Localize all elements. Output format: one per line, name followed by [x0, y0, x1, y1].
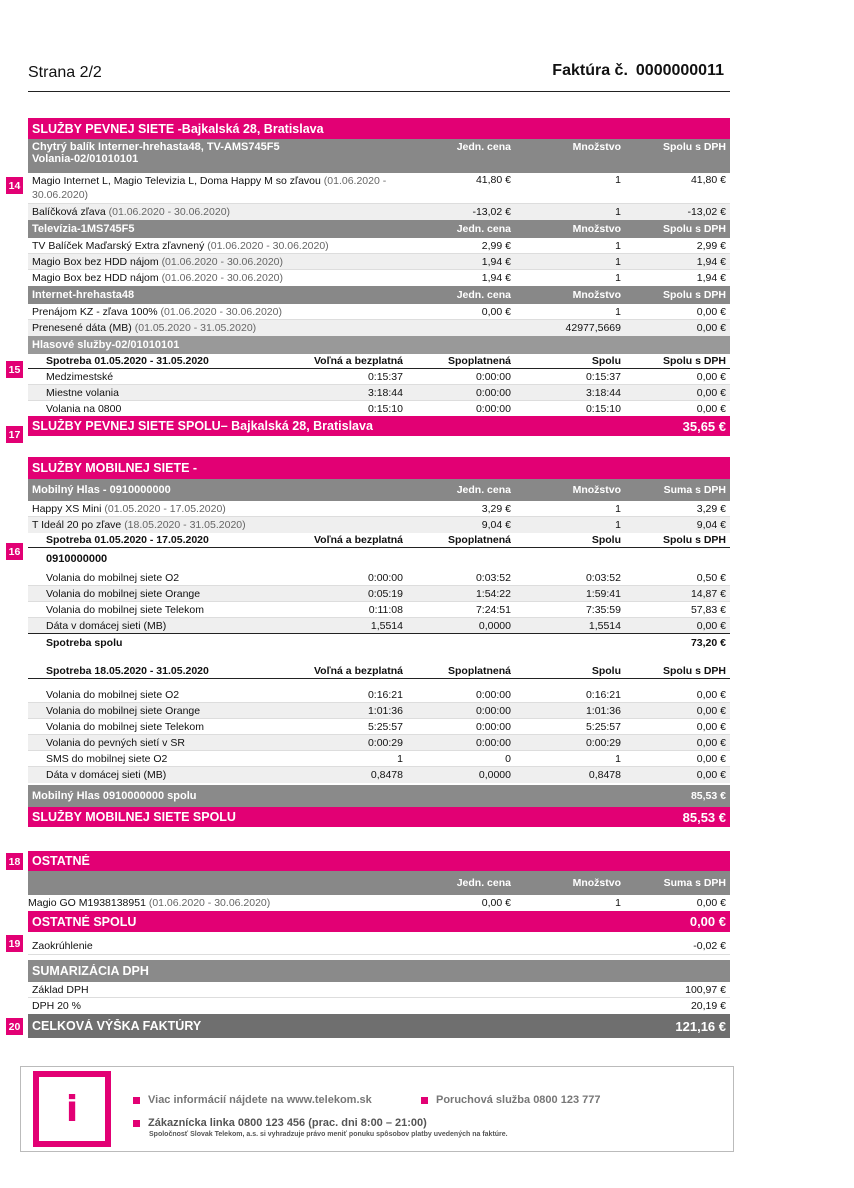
usage-paid: 0:00:00 — [475, 370, 511, 383]
col-unit-price: Jedn. cena — [456, 141, 511, 153]
usage-paid: 0:03:52 — [475, 571, 511, 584]
mobile-services-title-bar — [28, 457, 730, 479]
usage-total-label: Spotreba spolu — [46, 636, 123, 649]
col-total: Suma s DPH — [663, 877, 726, 889]
usage-sum: 7:35:59 — [585, 603, 621, 616]
item-name: T Ideál 20 po zľave (18.05.2020 - 31.05.2020) — [32, 519, 246, 531]
grand-total-value: 121,16 € — [675, 1018, 726, 1034]
fault-service-text: Poruchová služba 0800 123 777 — [436, 1094, 601, 1106]
item-unit-price: -13,02 € — [472, 206, 511, 218]
internet-header-label: Internet-hrehasta48 — [32, 289, 135, 301]
usage-total: 0,50 € — [696, 571, 726, 584]
fixed-services-total-bar — [28, 416, 730, 436]
usage-paid: 0:00:00 — [475, 386, 511, 399]
usage-name: Volania do mobilnej siete O2 — [46, 688, 180, 701]
vat-row — [28, 998, 730, 1014]
usage-free: 3:18:44 — [367, 386, 403, 399]
usage-free: 0:16:21 — [367, 688, 403, 701]
col-unit-price: Jedn. cena — [456, 223, 511, 235]
usage-free: 0:15:10 — [367, 402, 403, 415]
invoice-number: 0000000011 — [635, 62, 724, 79]
usage-sum: 1,5514 — [588, 619, 621, 632]
usage-free: 5:25:57 — [367, 720, 403, 733]
usage-row — [28, 767, 730, 783]
usage-name: Volania do mobilnej siete Orange — [46, 704, 201, 717]
usage-total: 0,00 € — [696, 370, 726, 383]
item-quantity: 1 — [615, 206, 621, 218]
item-name: Magio Internet L, Magio Televizia L, Doma Happy M so zľavou (01.06.2020 - 30.06.2020) — [32, 175, 387, 201]
vat-title: SUMARIZÁCIA DPH — [32, 964, 149, 978]
usage-free: 0:00:00 — [367, 571, 403, 584]
item-unit-price: 3,29 € — [481, 502, 511, 515]
item-quantity: 1 — [615, 897, 621, 909]
usage-total: 0,00 € — [696, 688, 726, 701]
usage-total: 0,00 € — [696, 402, 726, 415]
usage-name: Volania do mobilnej siete Orange — [46, 587, 201, 600]
usage-total: 0,00 € — [696, 752, 726, 765]
usage-sum: 0,8478 — [588, 769, 621, 781]
usage-name: SMS do mobilnej siete O2 — [46, 752, 168, 765]
footer-fault-line — [421, 1094, 600, 1106]
fixed-services-title: SLUŽBY PEVNEJ SIETE -Bajkalská 28, Bratislava — [32, 121, 324, 136]
col-paid: Spoplatnená — [447, 355, 511, 367]
item-unit-price: 1,94 € — [481, 272, 511, 284]
usage-total: 57,83 € — [690, 603, 726, 616]
tv-header — [28, 220, 730, 238]
item-name: TV Balíček Maďarský Extra zľavnený (01.06.2020 - 30.06.2020) — [32, 239, 329, 252]
col-paid: Spoplatnená — [447, 534, 511, 546]
mobile-services-total-value: 85,53 € — [682, 809, 726, 825]
usage-name: Volania do pevných sietí v SR — [46, 736, 185, 749]
usage-name: Volania na 0800 — [46, 402, 122, 415]
usage-name: Volania do mobilnej siete Telekom — [46, 720, 204, 733]
package-head-line1: Chytrý balík Interner-hrehasta48, TV-AMS745F5 — [32, 141, 280, 153]
section-badge-18: 18 — [6, 853, 23, 870]
usage-free: 1:01:36 — [367, 704, 403, 717]
usage-sum: 0:15:10 — [585, 402, 621, 415]
usage-row — [28, 703, 730, 719]
invoice-row — [28, 254, 730, 270]
usage-paid: 0:00:00 — [475, 720, 511, 733]
voice-header-label: Hlasové služby-02/01010101 — [32, 339, 180, 351]
col-total: Spolu s DPH — [662, 355, 726, 367]
mobile-services-title: SLUŽBY MOBILNEJ SIETE - — [32, 461, 198, 475]
section-badge-16: 16 — [6, 543, 23, 560]
usage-row — [28, 719, 730, 735]
col-total: Spolu s DPH — [662, 534, 726, 546]
other-title: OSTATNÉ — [32, 854, 90, 868]
vat-row — [28, 982, 730, 998]
item-unit-price: 9,04 € — [481, 519, 511, 531]
rounding-value: -0,02 € — [693, 939, 726, 952]
usage-header — [28, 354, 730, 369]
col-total: Spolu s DPH — [662, 223, 726, 235]
invoice-row — [28, 304, 730, 320]
usage-row — [28, 735, 730, 751]
usage-total-value: 73,20 € — [690, 636, 726, 649]
invoice-row — [28, 204, 730, 220]
usage-paid: 0:00:00 — [475, 736, 511, 749]
usage-total: 14,87 € — [690, 587, 726, 600]
usage-period: Spotreba 01.05.2020 - 17.05.2020 — [46, 534, 209, 546]
col-free: Voľná a bezplatná — [313, 665, 403, 677]
usage-sum: 1:59:41 — [585, 587, 621, 600]
item-quantity: 1 — [615, 239, 621, 252]
usage-paid: 7:24:51 — [475, 603, 511, 616]
item-name: Magio Box bez HDD nájom (01.06.2020 - 30.06.2020) — [32, 255, 283, 268]
bullet-icon — [133, 1120, 140, 1127]
fixed-services-total-value: 35,65 € — [682, 418, 726, 434]
usage-paid: 0,0000 — [478, 769, 511, 781]
col-total: Spolu s DPH — [662, 141, 726, 153]
usage-total: 0,00 € — [696, 720, 726, 733]
mobile-services-total-label: SLUŽBY MOBILNEJ SIETE SPOLU — [32, 810, 236, 824]
usage-paid: 0:00:00 — [475, 704, 511, 717]
usage-total: 0,00 € — [696, 769, 726, 781]
tv-header-label: Televízia-1MS745F5 — [32, 223, 135, 235]
more-info-link[interactable]: Viac informácií nájdete na www.telekom.sk — [148, 1094, 372, 1106]
usage-free: 0:15:37 — [367, 370, 403, 383]
usage-sum: 1 — [615, 752, 621, 765]
footer-note: Spoločnosť Slovak Telekom, a.s. si vyhradzuje právo meniť ponuku spôsobov platby uvedených na faktúre. — [149, 1131, 508, 1138]
col-quantity: Množstvo — [572, 289, 621, 301]
vat-label: Základ DPH — [32, 983, 89, 996]
usage-paid: 0,0000 — [478, 619, 511, 632]
item-total: 41,80 € — [690, 174, 726, 186]
other-total-value: 0,00 € — [689, 914, 726, 929]
item-quantity: 1 — [615, 305, 621, 318]
item-total: 0,00 € — [696, 322, 726, 334]
other-title-bar — [28, 851, 730, 871]
vat-value: 100,97 € — [685, 983, 726, 996]
fixed-services-section — [28, 118, 730, 436]
usage-name: Volania do mobilnej siete Telekom — [46, 603, 204, 616]
usage-header — [28, 664, 730, 679]
item-name: Magio Box bez HDD nájom (01.06.2020 - 30.06.2020) — [32, 272, 283, 284]
usage-sum: 0:16:21 — [585, 688, 621, 701]
bullet-icon — [133, 1097, 140, 1104]
info-icon — [33, 1071, 111, 1147]
usage-free: 0:11:08 — [368, 603, 403, 616]
section-badge-17: 17 — [6, 426, 23, 443]
item-name: Happy XS Mini (01.05.2020 - 17.05.2020) — [32, 502, 226, 515]
item-name: Prenesené dáta (MB) (01.05.2020 - 31.05.2020) — [32, 322, 257, 334]
usage-sum: 1:01:36 — [585, 704, 621, 717]
col-total: Spolu s DPH — [662, 665, 726, 677]
usage-sum: 5:25:57 — [585, 720, 621, 733]
usage-name: Dáta v domácej sieti (MB) — [46, 769, 167, 781]
item-total: 2,99 € — [696, 239, 726, 252]
usage-free: 0,8478 — [370, 769, 403, 781]
item-total: 1,94 € — [696, 255, 726, 268]
col-total: Spolu s DPH — [662, 289, 726, 301]
vat-value: 20,19 € — [690, 1000, 726, 1012]
bullet-icon — [421, 1097, 428, 1104]
item-unit-price: 1,94 € — [481, 255, 511, 268]
vat-section — [28, 960, 730, 1038]
col-quantity: Množstvo — [572, 141, 621, 153]
footer-info-box — [20, 1066, 734, 1152]
invoice-title — [552, 62, 724, 80]
col-sum: Spolu — [591, 355, 621, 367]
usage-row — [28, 385, 730, 401]
usage-row — [28, 751, 730, 767]
rounding-label: Zaokrúhlenie — [32, 939, 93, 952]
invoice-row — [28, 895, 730, 911]
usage-sum: 0:03:52 — [585, 571, 621, 584]
invoice-row — [28, 238, 730, 254]
item-quantity: 1 — [615, 519, 621, 531]
usage-total: 0,00 € — [696, 736, 726, 749]
item-quantity: 1 — [615, 272, 621, 284]
usage-row — [28, 618, 730, 634]
usage-sum: 0:15:37 — [585, 370, 621, 383]
item-quantity: 42977,5669 — [565, 322, 621, 334]
item-total: 3,29 € — [696, 502, 726, 515]
usage-row — [28, 570, 730, 586]
col-unit-price: Jedn. cena — [456, 877, 511, 889]
usage-row — [28, 401, 730, 416]
item-name: Prenájom KZ - zľava 100% (01.06.2020 - 30.06.2020) — [32, 305, 282, 318]
rounding-row — [28, 937, 730, 955]
info-glyph: i — [65, 1088, 79, 1130]
usage-row — [28, 586, 730, 602]
item-quantity: 1 — [615, 255, 621, 268]
col-free: Voľná a bezplatná — [313, 534, 403, 546]
package-head-line2: Volania-02/01010101 — [32, 153, 139, 165]
col-total: Suma s DPH — [663, 484, 726, 496]
invoice-label: Faktúra č. — [552, 62, 628, 79]
mobile-line-total-bar — [28, 785, 730, 807]
invoice-row — [28, 320, 730, 336]
col-sum: Spolu — [591, 534, 621, 546]
usage-name: Dáta v domácej sieti (MB) — [46, 619, 167, 632]
usage-row — [28, 369, 730, 385]
item-total: 9,04 € — [696, 519, 726, 531]
mobile-services-section — [28, 457, 730, 827]
item-total: 1,94 € — [696, 272, 726, 284]
grand-total-label: CELKOVÁ VÝŠKA FAKTÚRY — [32, 1019, 202, 1033]
mobile-line-label: Mobilný Hlas - 0910000000 — [32, 484, 171, 496]
internet-header — [28, 286, 730, 304]
usage-paid: 0:00:00 — [475, 402, 511, 415]
voice-header — [28, 336, 730, 354]
page-number: Strana 2/2 — [28, 64, 102, 81]
other-section — [28, 851, 730, 932]
item-name: Magio GO M1938138951 (01.06.2020 - 30.06.2020) — [28, 897, 271, 909]
rounding-section — [28, 937, 730, 955]
col-unit-price: Jedn. cena — [456, 484, 511, 496]
col-quantity: Množstvo — [572, 223, 621, 235]
item-unit-price: 0,00 € — [481, 897, 511, 909]
usage-free: 1 — [397, 752, 403, 765]
item-quantity: 1 — [615, 502, 621, 515]
usage-header — [28, 533, 730, 548]
section-badge-14: 14 — [6, 177, 23, 194]
fixed-services-total-label: SLUŽBY PEVNEJ SIETE SPOLU– Bajkalská 28, Bratislava — [32, 419, 373, 433]
usage-sum: 3:18:44 — [585, 386, 621, 399]
col-quantity: Množstvo — [572, 877, 621, 889]
usage-free: 0:05:19 — [367, 587, 403, 600]
fixed-services-title-bar — [28, 118, 730, 139]
col-unit-price: Jedn. cena — [456, 289, 511, 301]
invoice-row — [28, 270, 730, 286]
usage-sum: 0:00:29 — [585, 736, 621, 749]
usage-period: Spotreba 18.05.2020 - 31.05.2020 — [46, 665, 209, 677]
usage-paid: 1:54:22 — [475, 587, 511, 600]
invoice-row — [28, 517, 730, 533]
page-header — [28, 62, 730, 92]
item-unit-price: 2,99 € — [481, 239, 511, 252]
usage-period: Spotreba 01.05.2020 - 31.05.2020 — [46, 355, 209, 367]
usage-total: 0,00 € — [696, 386, 726, 399]
col-paid: Spoplatnená — [447, 665, 511, 677]
package-header-label — [32, 141, 406, 165]
section-badge-19: 19 — [6, 935, 23, 952]
usage-total: 0,00 € — [696, 619, 726, 632]
usage-name: Volania do mobilnej siete O2 — [46, 571, 180, 584]
usage-paid: 0 — [505, 752, 511, 765]
mobile-line-total-value: 85,53 € — [690, 790, 726, 802]
usage-free: 1,5514 — [370, 619, 403, 632]
item-total: -13,02 € — [687, 206, 726, 218]
item-unit-price: 0,00 € — [481, 305, 511, 318]
package-header — [28, 139, 730, 173]
section-badge-20: 20 — [6, 1018, 23, 1035]
phone-number-row — [28, 548, 730, 570]
vat-title-bar — [28, 960, 730, 982]
item-name: Balíčková zľava (01.06.2020 - 30.06.2020) — [32, 206, 231, 218]
usage-total-row — [28, 634, 730, 651]
footer-hotline — [133, 1117, 427, 1129]
invoice-row — [28, 173, 730, 204]
other-total-label: OSTATNÉ SPOLU — [32, 914, 137, 929]
other-column-header — [28, 871, 730, 895]
col-quantity: Množstvo — [572, 484, 621, 496]
usage-free: 0:00:29 — [367, 736, 403, 749]
footer-more-info — [133, 1094, 372, 1106]
usage-paid: 0:00:00 — [475, 688, 511, 701]
col-sum: Spolu — [591, 665, 621, 677]
invoice-row — [28, 501, 730, 517]
mobile-line-header — [28, 479, 730, 501]
item-total: 0,00 € — [696, 897, 726, 909]
usage-name: Miestne volania — [46, 386, 119, 399]
usage-name: Medzimestské — [46, 370, 114, 383]
item-unit-price: 41,80 € — [475, 174, 511, 186]
vat-label: DPH 20 % — [32, 1000, 82, 1012]
mobile-services-total-bar — [28, 807, 730, 827]
item-quantity: 1 — [615, 174, 621, 186]
other-total-bar — [28, 911, 730, 932]
phone-number: 0910000000 — [46, 553, 108, 565]
hotline-text: Zákaznícka linka 0800 123 456 (prac. dni 8:00 – 21:00) — [148, 1117, 427, 1129]
usage-row — [28, 687, 730, 703]
grand-total-bar — [28, 1014, 730, 1038]
section-badge-15: 15 — [6, 361, 23, 378]
item-total: 0,00 € — [696, 305, 726, 318]
usage-row — [28, 602, 730, 618]
usage-total: 0,00 € — [696, 704, 726, 717]
col-free: Voľná a bezplatná — [313, 355, 403, 367]
mobile-line-total-label: Mobilný Hlas 0910000000 spolu — [32, 790, 197, 802]
